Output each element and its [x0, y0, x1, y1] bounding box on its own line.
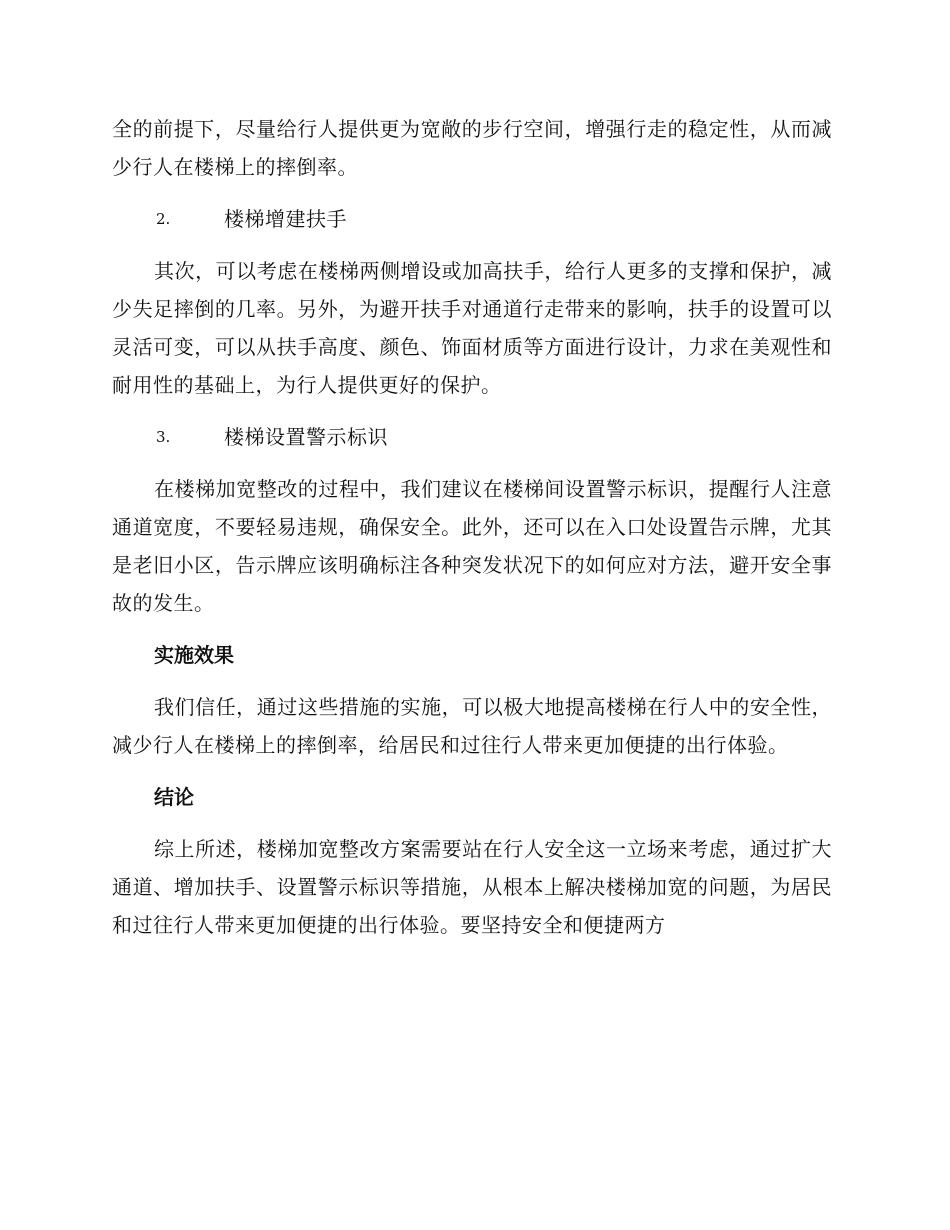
- list-item-number: 2.: [156, 210, 171, 228]
- paragraph-intro: 全的前提下，尽量给行人提供更为宽敞的步行空间，增强行走的稳定性，从而减少行人在楼梯上的摔倒率。: [112, 117, 832, 179]
- paragraph-effect: 我们信任，通过这些措施的实施，可以极大地提高楼梯在行人中的安全性，减少行人在楼梯上的摔倒率，给居民和过往行人带来更加便捷的出行体验。: [112, 695, 832, 757]
- paragraph-handrail: 其次，可以考虑在楼梯两侧增设或加高扶手，给行人更多的支撑和保护，减少失足摔倒的几率。另外，为避开扶手对通道行走带来的影响，扶手的设置可以灵活可变，可以从扶手高度、颜色、饰面材质等方面进行设计，力求在美观性和耐用性的基础上，为行人提供更好的保护。: [112, 259, 832, 397]
- list-item-title: 楼梯增建扶手: [224, 207, 347, 231]
- section-heading-conclusion: 结论: [154, 785, 194, 809]
- list-item-warning-signs: [112, 418, 832, 456]
- list-item-handrail: [112, 200, 832, 238]
- paragraph-warning-signs: 在楼梯加宽整改的过程中，我们建议在楼梯间设置警示标识，提醒行人注意通道宽度，不要轻易违规，确保安全。此外，还可以在入口处设置告示牌，尤其是老旧小区，告示牌应该明确标注各种突发状况下的如何应对方法，避开安全事故的发生。: [112, 477, 832, 615]
- list-item-number: 3.: [156, 428, 171, 446]
- paragraph-conclusion: 综上所述，楼梯加宽整改方案需要站在行人安全这一立场来考虑，通过扩大通道、增加扶手、设置警示标识等措施，从根本上解决楼梯加宽的问题，为居民和过往行人带来更加便捷的出行体验。要坚持安全和便捷两方: [112, 837, 832, 937]
- section-heading-effect: 实施效果: [154, 643, 234, 667]
- document-body: [112, 110, 832, 944]
- list-item-title: 楼梯设置警示标识: [224, 425, 388, 449]
